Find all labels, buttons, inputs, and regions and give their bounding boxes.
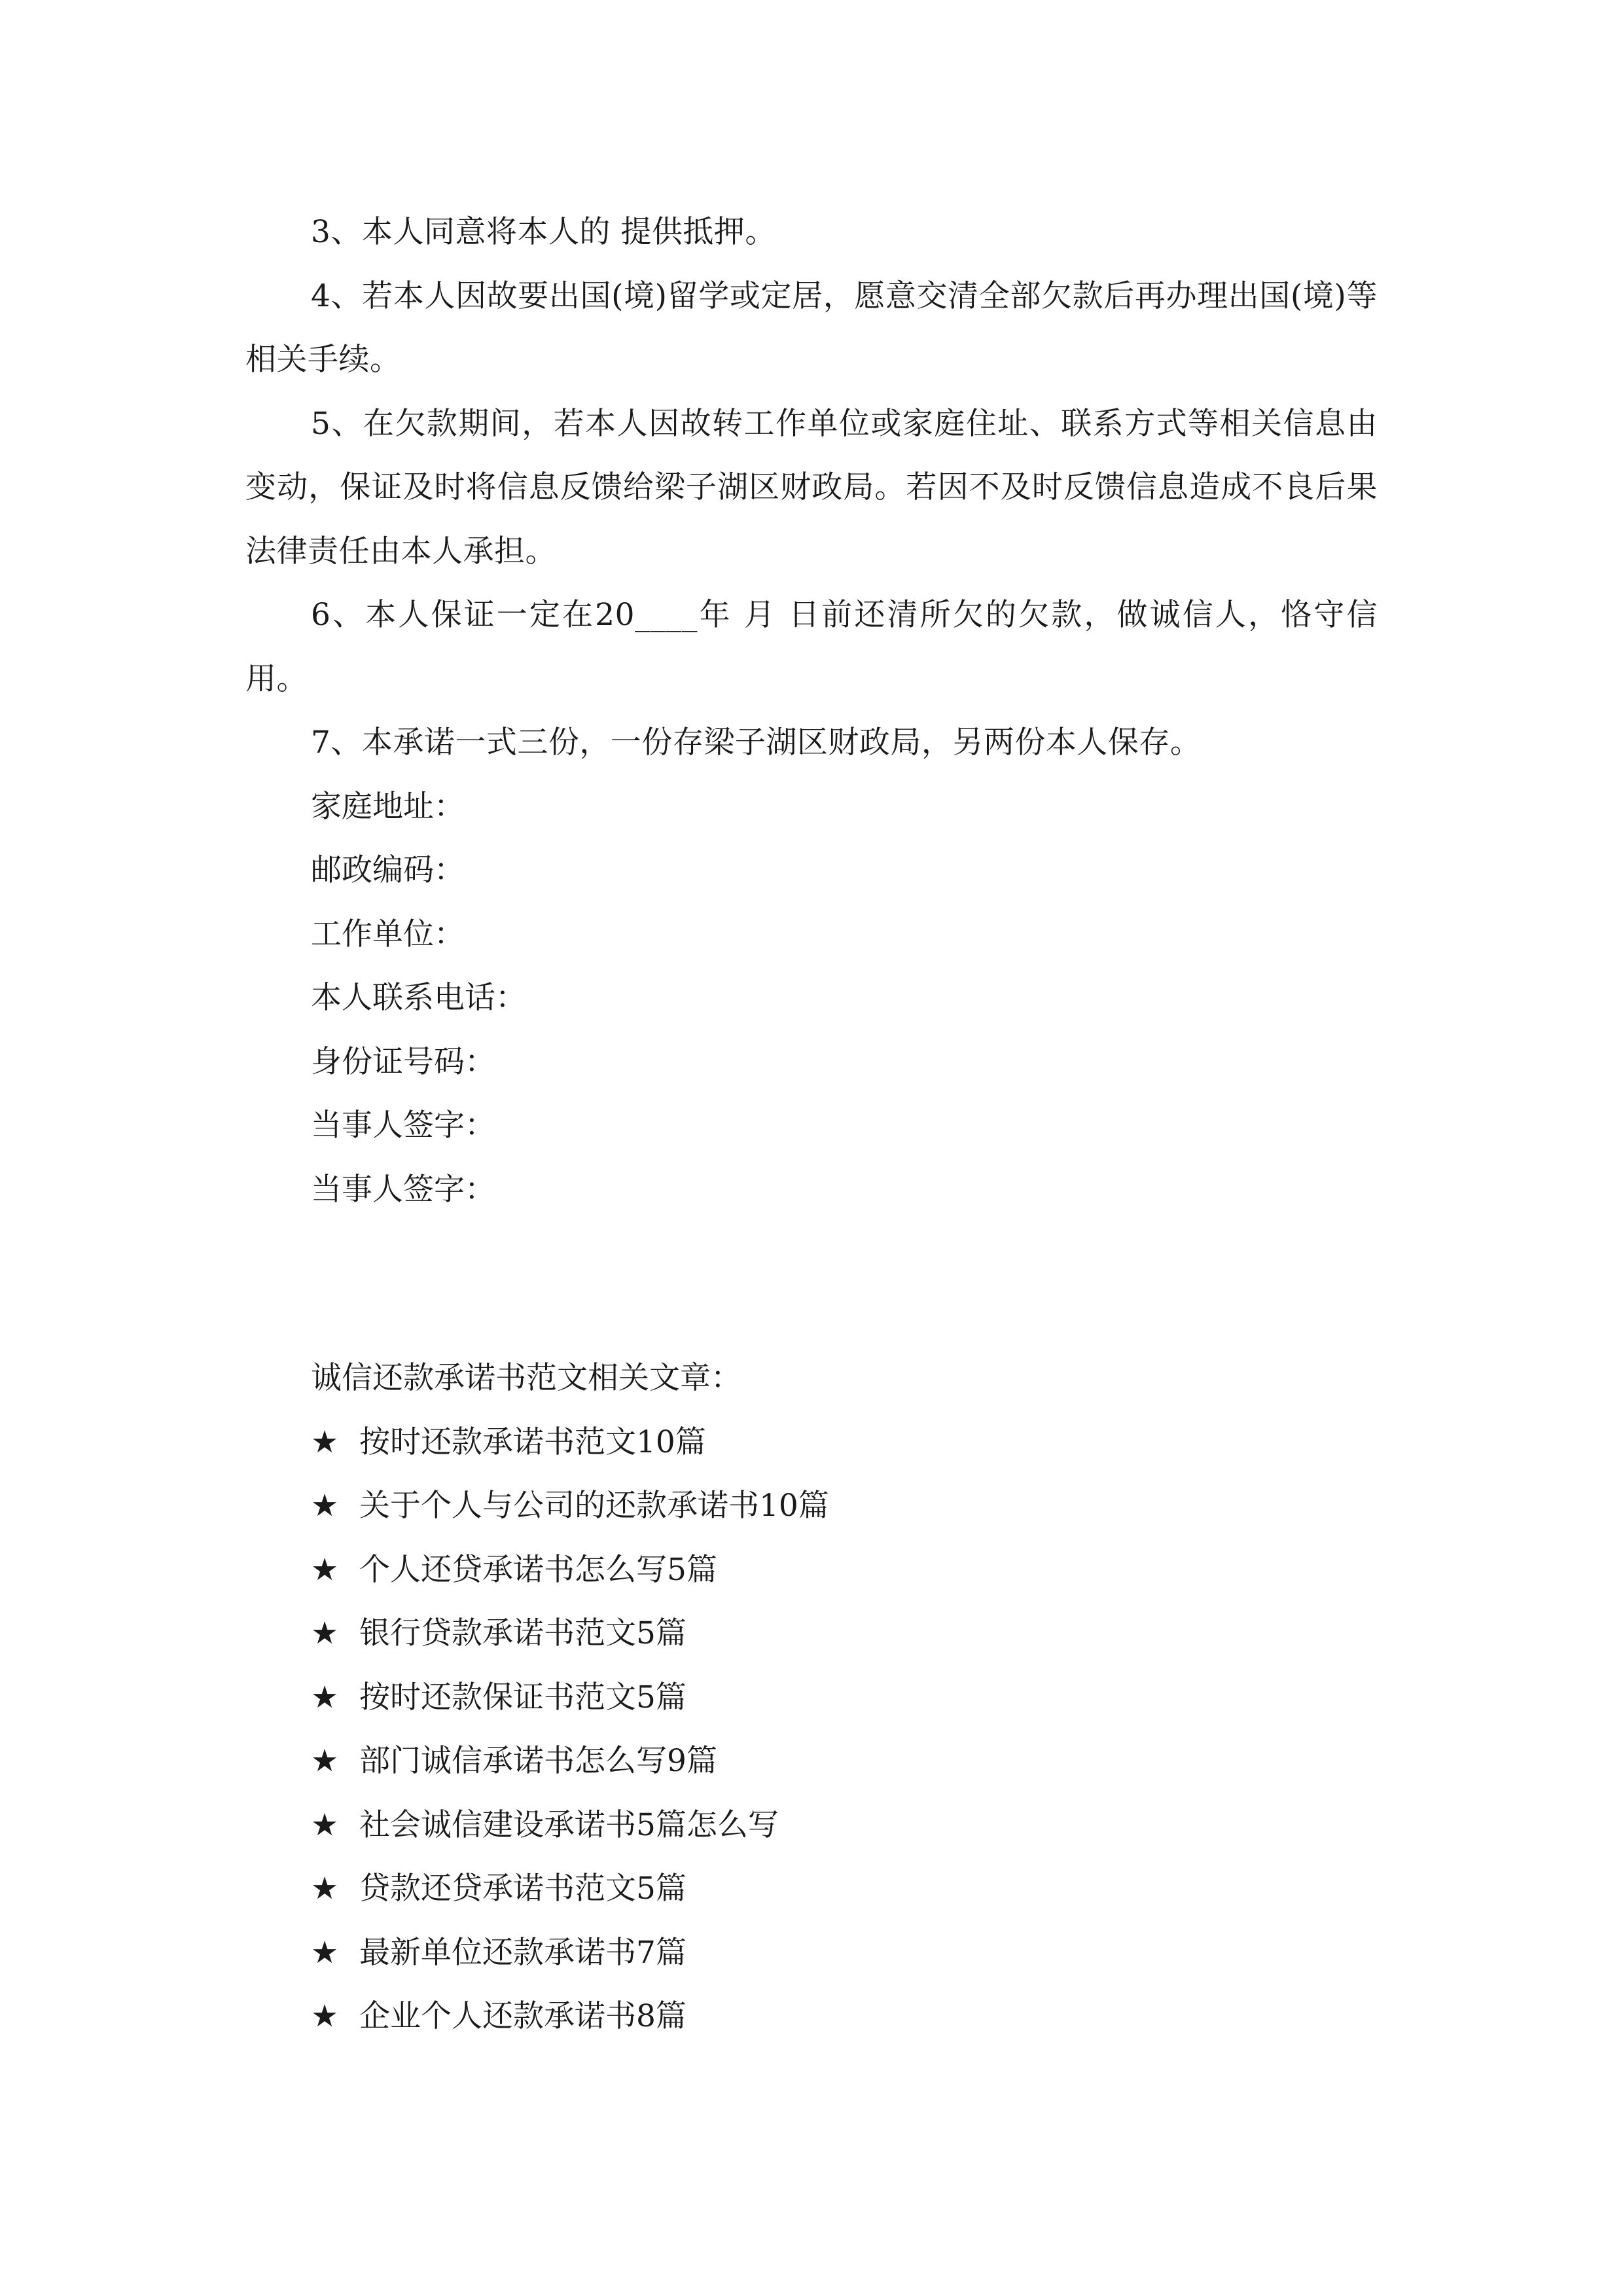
star-icon: ★ <box>311 1615 339 1651</box>
related-item-label: 贷款还贷承诺书范文5篇 <box>359 1871 687 1907</box>
clause-3: 3、本人同意将本人的 提供抵押。 <box>311 214 776 250</box>
clause-5: 5、在欠款期间，若本人因故转工作单位或家庭住址、联系方式等相关信息由变动，保证及时将信息反馈给梁子湖区财政局。若因不及时反馈信息造成不良后果法律责任由本人承担。 <box>245 405 1378 569</box>
field-phone: 本人联系电话： <box>311 980 526 1016</box>
star-icon: ★ <box>311 1424 339 1460</box>
field-id-number: 身份证号码： <box>311 1043 495 1080</box>
related-item[interactable] <box>311 1921 1358 1985</box>
clause-6: 6、本人保证一定在20____年 月 日前还清所欠的欠款，做诚信人，恪守信用。 <box>245 597 1378 697</box>
related-item[interactable] <box>311 1474 1358 1538</box>
field-work-unit: 工作单位： <box>311 916 465 952</box>
related-item-label: 按时还款承诺书范文10篇 <box>359 1424 706 1460</box>
related-item-label: 部门诚信承诺书怎么写9篇 <box>359 1743 717 1779</box>
related-list <box>311 1410 1358 2049</box>
clause-7: 7、本承诺一式三份，一份存梁子湖区财政局，另两份本人保存。 <box>311 725 1202 761</box>
field-postal-code: 邮政编码： <box>311 852 465 888</box>
star-icon: ★ <box>311 1998 339 2034</box>
related-item[interactable] <box>311 1984 1358 2049</box>
related-item[interactable] <box>311 1729 1358 1793</box>
field-home-address: 家庭地址： <box>311 788 465 825</box>
related-item[interactable] <box>311 1602 1358 1666</box>
related-item[interactable] <box>311 1538 1358 1602</box>
star-icon: ★ <box>311 1871 339 1907</box>
star-icon: ★ <box>311 1743 339 1779</box>
related-item[interactable] <box>311 1666 1358 1730</box>
star-icon: ★ <box>311 1806 339 1843</box>
field-signature-2: 当事人签字： <box>311 1171 495 1208</box>
related-item[interactable] <box>311 1793 1358 1857</box>
related-item-label: 社会诚信建设承诺书5篇怎么写 <box>359 1806 779 1843</box>
clause-4: 4、若本人因故要出国(境)留学或定居，愿意交清全部欠款后再办理出国(境)等相关手续。 <box>245 278 1378 378</box>
star-icon: ★ <box>311 1934 339 1971</box>
related-item-label: 按时还款保证书范文5篇 <box>359 1679 687 1715</box>
commitment-body <box>245 200 1378 1221</box>
related-item[interactable] <box>311 1857 1358 1921</box>
star-icon: ★ <box>311 1679 339 1715</box>
related-item-label: 企业个人还款承诺书8篇 <box>359 1998 687 2034</box>
related-heading: 诚信还款承诺书范文相关文章： <box>311 1360 741 1396</box>
field-signature: 当事人签字： <box>311 1107 495 1143</box>
related-item-label: 关于个人与公司的还款承诺书10篇 <box>359 1488 829 1524</box>
related-item[interactable] <box>311 1410 1358 1475</box>
star-icon: ★ <box>311 1488 339 1524</box>
related-item-label: 个人还贷承诺书怎么写5篇 <box>359 1551 717 1588</box>
related-articles <box>311 1346 1358 2049</box>
related-item-label: 银行贷款承诺书范文5篇 <box>359 1615 687 1651</box>
star-icon: ★ <box>311 1551 339 1588</box>
related-item-label: 最新单位还款承诺书7篇 <box>359 1934 687 1971</box>
